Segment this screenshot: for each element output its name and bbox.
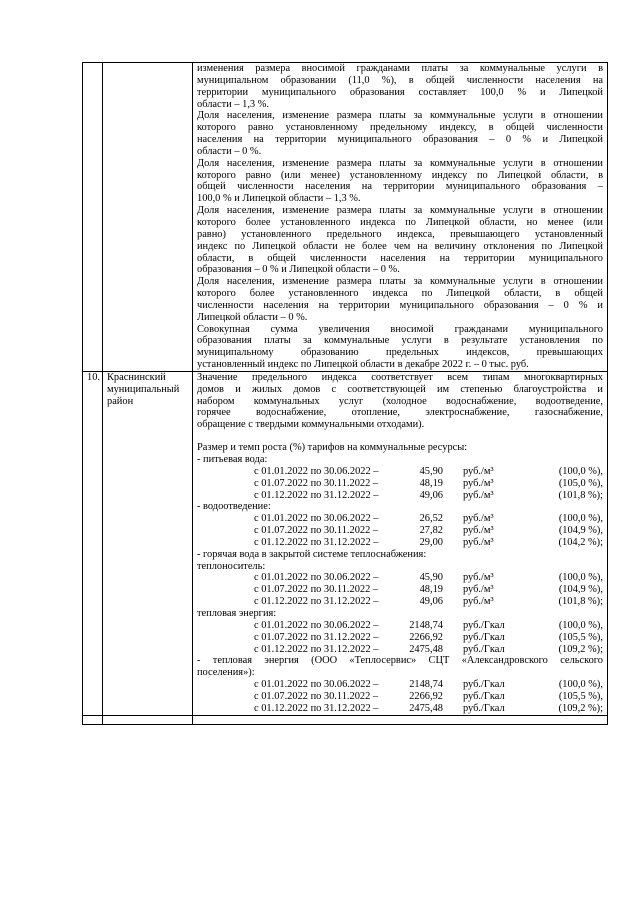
district-name-line: район [107, 395, 134, 407]
tariff-period: с 01.01.2022 по 30.06.2022 – [254, 513, 379, 525]
text-line: Липецкой области – 0 %. [197, 311, 308, 323]
text-line: Доля населения, изменение размера платы за коммунальные услуги в отношении [197, 205, 603, 217]
tariff-unit: руб./Гкал [463, 679, 505, 691]
tariff-percent: (101,8 %); [558, 489, 603, 501]
text-line: установленный индекс по Липецкой области в декабре 2022 г. – 0 тыс. руб. [197, 359, 529, 371]
section-title: тепловая энергия: [197, 607, 277, 619]
tariff-unit: руб./м³ [463, 489, 494, 501]
tariff-value: 2148,74 [409, 619, 443, 631]
section-title: поселения»): [197, 667, 255, 679]
text-line: которого равно (или менее) установленному индексу по Липецкой области, в [197, 169, 603, 181]
district-cell [103, 63, 193, 372]
tariff-unit: руб./Гкал [463, 631, 505, 643]
tariff-row [197, 620, 603, 632]
text-line: образования платы за коммунальные услуги в результате установления по [197, 335, 603, 347]
tariff-table [82, 62, 608, 725]
tariff-period: с 01.07.2022 по 30.11.2022 – [254, 584, 379, 596]
text-line: населения на территории муниципального образования – 0 % и Липецкой [197, 134, 603, 146]
tariff-value: 29,00 [419, 536, 443, 548]
text-line: которого более установленного индекса по Липецкой области, в общей [197, 288, 603, 300]
description-cell [193, 63, 608, 372]
tariff-percent: (109,2 %); [558, 643, 603, 655]
tariff-period: с 01.07.2022 по 30.11.2022 – [254, 477, 379, 489]
tariff-row [197, 466, 603, 478]
tariff-value: 49,06 [419, 489, 443, 501]
tariff-value: 26,52 [419, 513, 443, 525]
tariff-row [197, 513, 603, 525]
tariff-row [197, 490, 603, 502]
text-line: образования – 0 % и Липецкой области – 0 %. [197, 264, 400, 276]
tariff-row [197, 572, 603, 584]
tariff-percent: (104,9 %), [558, 525, 603, 537]
tariff-period: с 01.12.2022 по 31.12.2022 – [254, 489, 379, 501]
tariff-percent: (109,2 %); [558, 702, 603, 714]
description-cell [193, 371, 608, 715]
tariff-unit: руб./м³ [463, 584, 494, 596]
tariff-row [197, 478, 603, 490]
tariff-percent: (105,0 %), [558, 477, 603, 489]
tariff-value: 48,19 [419, 584, 443, 596]
table-row-next-stub [83, 715, 608, 724]
section-subtitle: теплоноситель: [197, 560, 266, 572]
tariff-row [197, 632, 603, 644]
district-name-line: Краснинский [107, 371, 166, 383]
text-line: набором коммунальных услуг (холодное водоснабжение, водоотведение, [197, 395, 603, 407]
section-title: - горячая вода в закрытой системе теплоснабжения: [197, 548, 427, 560]
section-title: - питьевая вода: [197, 454, 268, 465]
tariff-row [197, 679, 603, 691]
tariff-period: с 01.01.2022 по 30.06.2022 – [254, 679, 379, 691]
tariff-percent: (105,5 %), [558, 690, 603, 702]
tariff-unit: руб./Гкал [463, 619, 505, 631]
tariff-value: 2266,92 [409, 690, 443, 702]
tariff-period: с 01.01.2022 по 30.06.2022 – [254, 572, 379, 584]
tariff-percent: (104,2 %); [558, 536, 603, 548]
tariff-unit: руб./м³ [463, 477, 494, 489]
tariff-percent: (105,5 %), [558, 631, 603, 643]
tariff-period: с 01.01.2022 по 30.06.2022 – [254, 619, 379, 631]
tariff-value: 2475,48 [409, 702, 443, 714]
table-row-previous [83, 63, 608, 372]
tariff-period: с 01.07.2022 по 30.11.2022 – [254, 690, 379, 702]
text-line: 100,0 % и Липецкой области – 1,3 %. [197, 193, 361, 205]
text-line: области – 1,3 %. [197, 98, 269, 110]
tariff-unit: руб./Гкал [463, 643, 505, 655]
text-line: которого более установленного индекса по Липецкой области, но менее (или [197, 216, 603, 228]
text-line: области – 0 %. [197, 145, 262, 157]
section-title: - водоотведение: [197, 501, 271, 513]
tariff-value: 49,06 [419, 596, 443, 608]
text-line: изменения размера вносимой гражданами платы за коммунальные услуги в [197, 63, 603, 74]
row-number-cell [83, 371, 103, 715]
text-line: Доля населения, изменение размера платы за коммунальные услуги в отношении [197, 157, 603, 169]
tariff-unit: руб./м³ [463, 513, 494, 525]
tariff-unit: руб./м³ [463, 536, 494, 548]
tariff-period: с 01.12.2022 по 31.12.2022 – [254, 643, 379, 655]
tariff-period: с 01.12.2022 по 31.12.2022 – [254, 702, 379, 714]
tariff-unit: руб./Гкал [463, 702, 505, 714]
tariff-heading: Размер и темп роста (%) тарифов на коммунальные ресурсы: [197, 442, 468, 454]
text-line: равно) установленного предельного индекса, превышающего установленный [197, 228, 603, 240]
section-title: - тепловая энергия (ООО «Теплосервис» СЦТ «Александровского сельского [197, 655, 603, 667]
tariff-percent: (100,0 %), [558, 513, 603, 525]
tariff-row [197, 703, 603, 715]
tariff-value: 48,19 [419, 477, 443, 489]
text-line: области, в общей численности населения на территории муниципального [197, 252, 603, 264]
text-line: общей численности населения на территории муниципального образования – [197, 181, 603, 193]
text-line: обращение с твердыми коммунальными отходами). [197, 419, 425, 431]
tariff-unit: руб./Гкал [463, 690, 505, 702]
tariff-percent: (101,8 %); [558, 596, 603, 608]
tariff-value: 45,90 [419, 465, 443, 477]
text-line: территории муниципального образования составляет 100,0 % и Липецкой [197, 86, 603, 98]
tariff-row [197, 644, 603, 656]
table-row-10 [83, 371, 608, 715]
tariff-row [197, 537, 603, 549]
text-line: горячее водоснабжение, отопление, электроснабжение, газоснабжение, [197, 407, 603, 419]
tariff-value: 27,82 [419, 525, 443, 537]
text-line: численности населения на территории муниципального образования – 0 % и [197, 299, 603, 311]
tariff-percent: (100,0 %), [558, 465, 603, 477]
tariff-percent: (104,9 %), [558, 584, 603, 596]
text-line: Доля населения, изменение размера платы за коммунальные услуги в отношении [197, 276, 603, 288]
tariff-sections [197, 454, 603, 715]
text-line: Доля населения, изменение размера платы за коммунальные услуги в отношении [197, 110, 603, 122]
tariff-value: 2266,92 [409, 631, 443, 643]
text-line: домов и жилых домов с соответствующей им степенью благоустройства и [197, 383, 603, 395]
district-cell [103, 371, 193, 715]
text-line: индекс по Липецкой области не более чем на величину отклонения по Липецкой [197, 240, 603, 252]
tariff-period: с 01.12.2022 по 31.12.2022 – [254, 596, 379, 608]
tariff-unit: руб./м³ [463, 596, 494, 608]
row-number-cell [83, 63, 103, 372]
tariff-period: с 01.07.2022 по 30.11.2022 – [254, 525, 379, 537]
tariff-value: 45,90 [419, 572, 443, 584]
text-line: которого равно установленному предельному индексу, в общей численности [197, 122, 603, 134]
text-line: муниципальном образовании (11,0 %), в общей численности населения на [197, 74, 603, 86]
tariff-value: 2148,74 [409, 679, 443, 691]
text-line: муниципальному образованию предельных индексов, превышающих [197, 347, 603, 359]
tariff-unit: руб./м³ [463, 465, 494, 477]
tariff-row [197, 525, 603, 537]
tariff-period: с 01.07.2022 по 31.12.2022 – [254, 631, 379, 643]
tariff-percent: (100,0 %), [558, 619, 603, 631]
tariff-period: с 01.01.2022 по 30.06.2022 – [254, 465, 379, 477]
tariff-percent: (100,0 %), [558, 572, 603, 584]
text-line: Совокупная сумма увеличения вносимой гражданами муниципального [197, 323, 603, 335]
tariff-period: с 01.12.2022 по 31.12.2022 – [254, 536, 379, 548]
tariff-value: 2475,48 [409, 643, 443, 655]
tariff-unit: руб./м³ [463, 572, 494, 584]
tariff-unit: руб./м³ [463, 525, 494, 537]
spacer [197, 431, 603, 442]
district-name-line: муниципальный [107, 383, 180, 395]
intro-paragraph [197, 372, 603, 431]
tariff-row [197, 596, 603, 608]
tariff-row [197, 691, 603, 703]
tariff-row [197, 584, 603, 596]
row-number: 10. [87, 371, 100, 383]
text-line: Значение предельного индекса соответствует всем типам многоквартирных [197, 371, 603, 383]
tariff-percent: (100,0 %), [558, 679, 603, 691]
